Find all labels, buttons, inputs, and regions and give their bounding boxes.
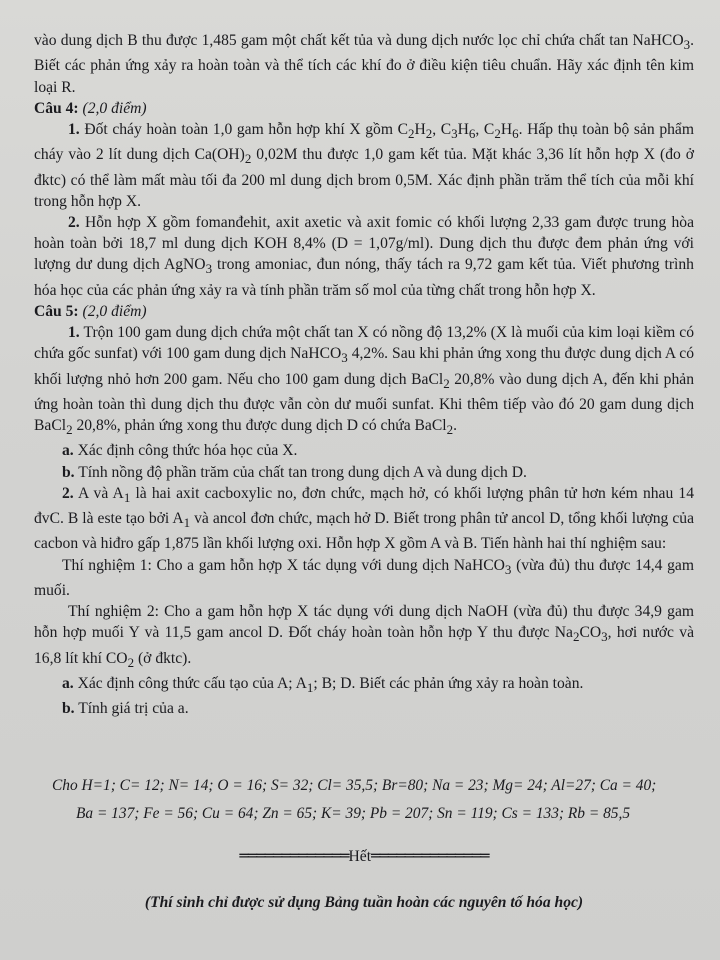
q5p2-b-text: Tính giá trị của a. <box>78 700 189 718</box>
q5p2-sub-2: 1 <box>183 515 191 531</box>
q5p2-a-label: a. <box>62 675 74 692</box>
exp2-sub-3: 2 <box>127 654 135 670</box>
q4p1-sub-5: 2 <box>494 126 501 142</box>
q5p1-text-e: . <box>453 417 457 435</box>
end-rule-left: ═════════════ <box>239 846 349 865</box>
atomic-mass-constants <box>34 772 694 828</box>
intro-subscript: 3 <box>683 37 691 53</box>
experiment-1 <box>34 555 694 602</box>
end-rule-right: ══════════════ <box>371 846 489 865</box>
q5p1-text-b: 4,2%. Sau khi phản ứng xong thu được dung dịch A có khối lượng nhỏ hơn 200 gam. Nếu cho 100 gam dung dịch BaCl <box>34 345 694 388</box>
end-label: Hết <box>348 847 372 865</box>
question-4-part-2 <box>34 212 694 301</box>
exp1-text-a: Thí nghiệm 1: Cho a gam hỗn hợp X tác dụng với dung dịch NaHCO <box>62 556 505 574</box>
q4p1-text-d: H <box>457 120 469 138</box>
q5p1-a-text: Xác định công thức hóa học của X. <box>77 442 298 460</box>
exp2-text-c: , hơi nước và 16,8 lít khí CO <box>34 624 694 667</box>
question-4-part-1 <box>34 119 694 212</box>
q4p1-text-h: 0,02M thu được 1,0 gam kết tủa. Mặt khác 3,36 lít hỗn hợp X (đo ở đktc) có thể làm mất màu tối đa 200 ml dung dịch brom 0,5M. Xác định phần trăm thể tích của mỗi khí trong hỗn hợp X. <box>34 146 695 210</box>
q5-part-2-item-a <box>34 673 694 698</box>
q4p1-sub-3: 3 <box>451 126 458 142</box>
question-5-heading <box>34 301 694 322</box>
q4p1-text-g: . Hấp thụ toàn bộ sản phẩm cháy vào 2 lít dung dịch Ca(OH) <box>34 120 694 164</box>
q5-part-2-item-b <box>34 698 694 719</box>
exp2-text-b: CO <box>579 624 602 642</box>
q4p1-sub-4: 6 <box>468 126 476 142</box>
q5p2-a-sub-1: 1 <box>306 680 314 696</box>
constants-line-1: Cho H=1; C= 12; N= 14; O = 16; S= 32; Cl= 35,5; Br=80; Na = 23; Mg= 24; Al=27; Ca = 40; <box>52 776 657 794</box>
question-5-title: Câu 5: <box>34 302 79 320</box>
q4p1-sub-6: 6 <box>512 126 519 142</box>
intro-text-2: Biết các phản ứng xảy ra hoàn toàn và thể tích các khí đo ở điều kiện tiêu chuẩn. Hãy xác định tên kim loại R. <box>34 57 694 96</box>
q4p1-text-a: Đốt cháy hoàn toàn 1,0 gam hỗn hợp khí X gồm C <box>84 120 408 138</box>
end-marker <box>34 846 694 867</box>
intro-text-1: vào dung dịch B thu được 1,485 gam một chất kết tủa và dung dịch nước lọc chỉ chứa chất tan NaHCO <box>34 32 684 49</box>
q5-part-2-number: 2. <box>62 484 74 502</box>
q4p1-text-f: H <box>500 120 513 138</box>
q4p1-text-c: , C <box>432 120 452 138</box>
exp2-sub-1: 2 <box>572 629 580 645</box>
question-5-points: (2,0 điểm) <box>82 302 147 320</box>
q5p2-text-a: A và A <box>78 484 124 502</box>
q5p2-text-b: là hai axit cacboxylic no, đơn chức, mạch hở, có khối lượng phân tử hơn kém nhau 14 đvC. B là este tạo bởi A <box>34 484 694 528</box>
q4p1-text-b: H <box>414 120 426 138</box>
question-4-points: (2,0 điểm) <box>82 99 147 117</box>
constants-line-2: Ba = 137; Fe = 56; Cu = 64; Zn = 65; K= 39; Pb = 207; Sn = 119; Cs = 133; Rb = 85,5 <box>76 804 631 822</box>
footer-note: (Thí sinh chỉ được sử dụng Bảng tuần hoàn các nguyên tố hóa học) <box>144 893 584 911</box>
q5-part-1-item-a <box>34 440 694 461</box>
q5p1-text-a: Trộn 100 gam dung dịch chứa một chất tan X có nồng độ 13,2% (X là muối của kim loại kiềm có chứa gốc sunfat) với 100 gam dung dịch NaHCO <box>34 324 694 363</box>
exp2-sub-2: 3 <box>601 629 608 645</box>
q5p1-a-label: a. <box>62 442 74 460</box>
question-4-heading <box>34 98 694 119</box>
q5p1-sub-2: 2 <box>443 375 450 391</box>
q4p1-text-e: , C <box>475 120 495 138</box>
q5p1-b-label: b. <box>62 463 75 481</box>
q5p1-sub-4: 2 <box>446 422 454 438</box>
exp1-text-b: (vừa đủ) thu được 14,4 gam muối. <box>34 556 694 599</box>
q4p2-text-b: trong amoniac, đun nóng, thấy tách ra 9,72 gam kết tủa. Viết phương trình hóa học của các phản ứng xảy ra và tính phần trăm số mol của từng chất trong hỗn hợp X. <box>34 256 694 299</box>
intro-paragraph <box>34 30 694 98</box>
q4p1-sub-2: 2 <box>425 126 433 142</box>
q4-part-1-number: 1. <box>68 120 80 138</box>
q5p1-sub-1: 3 <box>341 350 348 366</box>
q5-part-1-number: 1. <box>68 324 80 342</box>
q5p2-a-text-b: ; B; D. Biết các phản ứng xảy ra hoàn toàn. <box>313 675 584 692</box>
q5p1-text-d: 20,8%, phản ứng xong thu được dung dịch D có chứa BaCl <box>72 417 447 435</box>
q5p1-text-c: 20,8% vào dung dịch A, đến khi phản ứng hoàn toàn thì dung dịch thu được vẫn còn dư muối sunfat. Khi thêm tiếp vào đó 20 gam dung dịch BaCl <box>34 370 694 435</box>
question-4-title: Câu 4: <box>34 99 79 117</box>
q4-part-2-number: 2. <box>68 213 80 231</box>
q5p1-sub-3: 2 <box>66 422 73 438</box>
question-5-part-1 <box>34 322 694 440</box>
q5p2-sub-1: 1 <box>123 489 131 505</box>
q5-part-1-item-b <box>34 462 694 483</box>
q5p2-a-text-a: Xác định công thức cấu tạo của A; A <box>77 675 307 692</box>
exp1-sub-1: 3 <box>504 561 512 577</box>
q5p1-b-text: Tính nồng độ phần trăm của chất tan trong dung dịch A và dung dịch D. <box>78 463 527 481</box>
q5p2-b-label: b. <box>62 700 75 718</box>
intro-text-end: . <box>690 32 694 49</box>
q4p1-sub-1: 2 <box>407 126 415 142</box>
exp2-text-a: Thí nghiệm 2: Cho a gam hỗn hợp X tác dụng với dung dịch NaOH (vừa đủ) thu được 34,9 gam hỗn hợp muối Y và 11,5 gam ancol D. Đốt cháy hoàn toàn hỗn hợp Y thu được Na <box>34 603 694 642</box>
experiment-2 <box>34 601 694 673</box>
q4p1-sub-7: 2 <box>244 151 252 167</box>
question-5-part-2 <box>34 483 694 555</box>
q4p2-sub-1: 3 <box>205 261 213 277</box>
exp2-text-d: (ở đktc). <box>134 649 192 667</box>
q4p2-text-a: Hỗn hợp X gồm fomanđehit, axit axetic và axit fomic có khối lượng 2,33 gam được trung hòa hoàn toàn bởi 18,7 ml dung dịch KOH 8,4% (D = 1,07g/ml). Dung dịch thu được đem phản ứng với lượng dư dung dịch AgNO <box>34 213 695 274</box>
q5p2-text-c: và ancol đơn chức, mạch hở D. Biết trong phân tử ancol D, tổng khối lượng của cacbon và hiđro gấp 1,875 lần khối lượng oxi. Hỗn hợp X gồm A và B. Tiến hành hai thí nghiệm sau: <box>34 510 694 553</box>
